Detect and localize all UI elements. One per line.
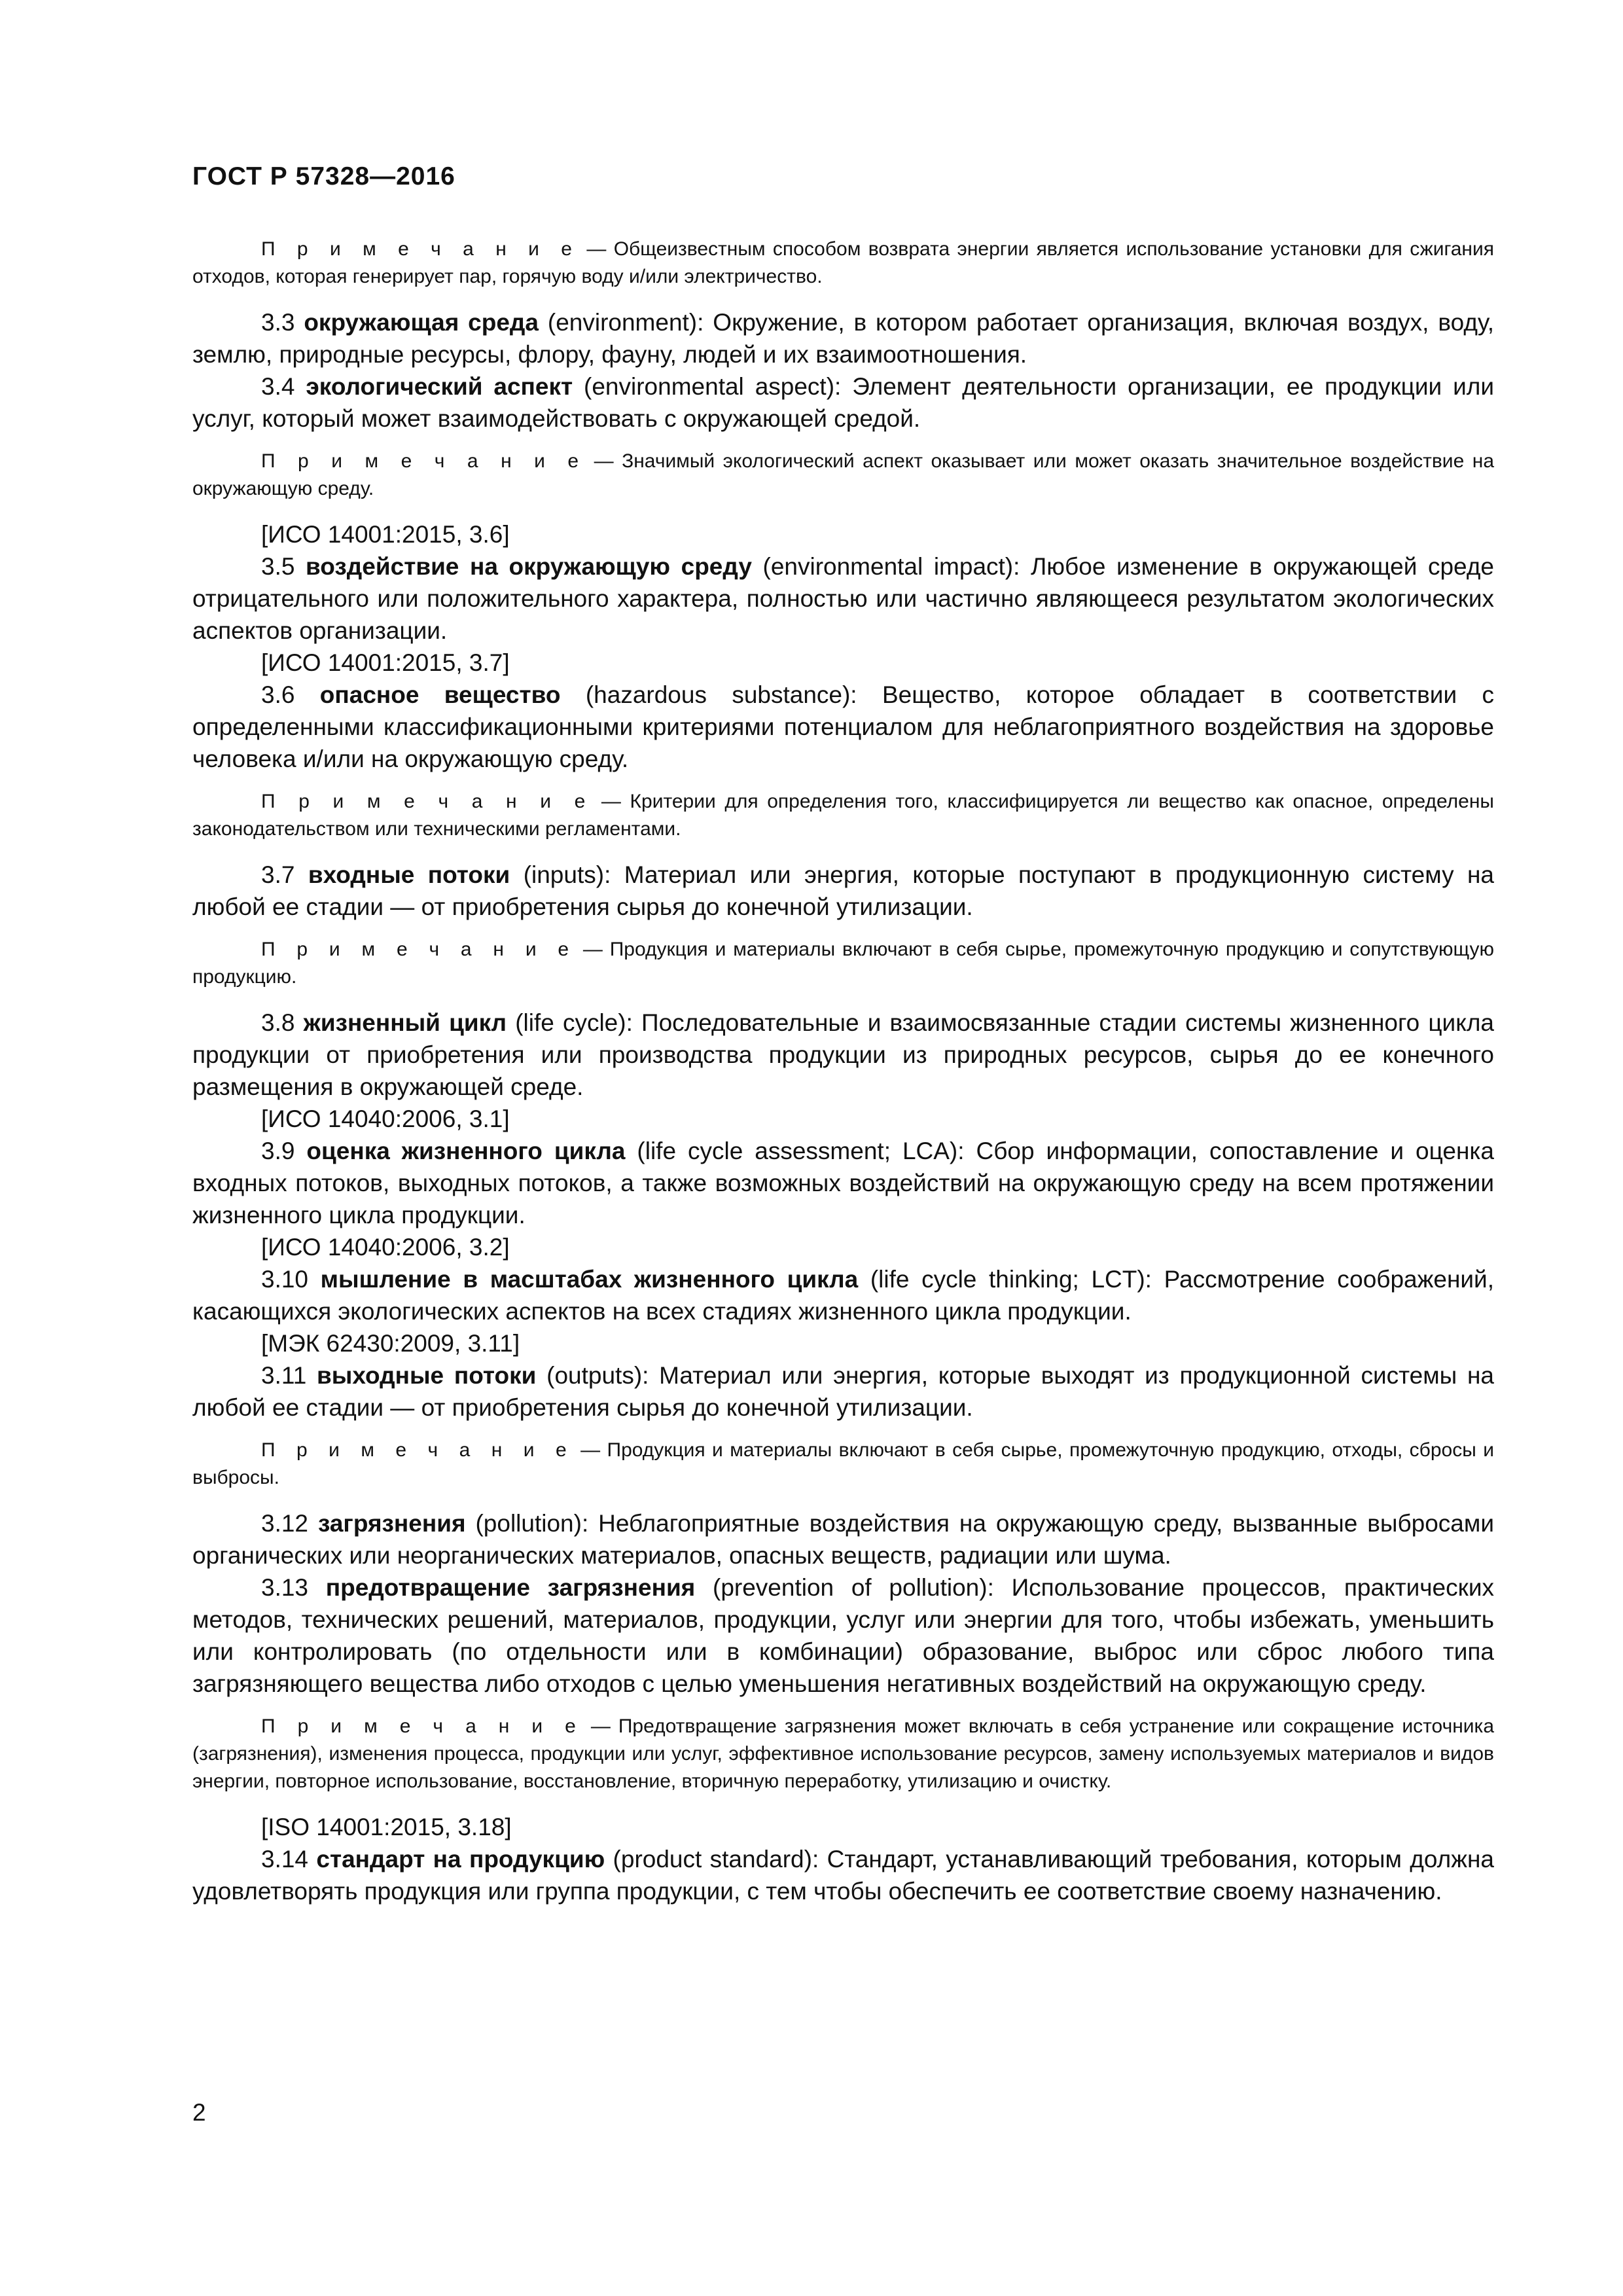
term-definition: (life cycle): Последовательные и взаимосвязанные стадии системы жизненного цикла продукции от приобретения или производства продукции из природных ресурсов, сырья до ее конечного размещения в окружающей среде. [192,1009,1494,1100]
note-label: П р и м е ч а н и е [261,1715,583,1737]
note-text: — Значимый экологический аспект оказывает или может оказать значительное воздействие на окружающую среду. [192,450,1495,499]
term-number: 3.4 [261,373,306,400]
term-paragraph-3-10 [192,1263,1494,1327]
term-definition: (hazardous substance): Вещество, которое обладает в соответствии с определенными классификационными критериями потенциалом для неблагоприятного воздействия на здоровье человека и/или на окружающую среду. [192,681,1494,772]
term-paragraph-3-8 [192,1007,1494,1103]
term-number: 3.10 [261,1266,321,1293]
term-paragraph-3-9 [192,1135,1494,1231]
note-label: П р и м е ч а н и е [261,791,593,812]
source-reference: [МЭК 62430:2009, 3.11] [261,1330,520,1357]
term-paragraph-3-6 [192,679,1494,775]
term-number: 3.7 [261,861,308,888]
term-name: оценка жизненного цикла [306,1138,626,1164]
term-name: окружающая среда [304,309,539,336]
term-paragraph-3-4 [192,370,1494,435]
note-paragraph [192,936,1494,991]
term-number: 3.9 [261,1138,307,1164]
page-number: 2 [192,2099,206,2126]
note-text: — Критерии для определения того, классифицируется ли вещество как опасное, определены законодательством или техническими регламентами. [192,791,1494,840]
term-number: 3.3 [261,309,304,336]
term-definition: (inputs): Материал или энергия, которые поступают в продукционную систему на любой ее стадии — от приобретения сырья до конечной утилизации. [192,861,1494,920]
note-text: — Продукция и материалы включают в себя сырье, промежуточную продукцию и сопутствующую продукцию. [192,939,1495,988]
note-paragraph [192,1713,1494,1795]
term-number: 3.5 [261,553,306,580]
note-label: П р и м е ч а н и е [261,238,579,260]
note-label: П р и м е ч а н и е [261,1439,574,1461]
term-number: 3.8 [261,1009,304,1036]
note-label: П р и м е ч а н и е [261,450,586,472]
page-content [192,223,1494,1907]
term-number: 3.13 [261,1574,326,1601]
term-number: 3.12 [261,1510,318,1537]
source-reference: [ИСО 14001:2015, 3.6] [261,521,510,548]
term-definition: (environment): Окружение, в котором работает организация, включая воздух, воду, землю, природные ресурсы, флору, фауну, людей и их взаимоотношения. [192,309,1495,368]
term-number: 3.6 [261,681,320,708]
term-name: жизненный цикл [303,1009,507,1036]
term-definition: (environmental aspect): Элемент деятельности организации, ее продукции или услуг, который может взаимодействовать с окружающей средой. [192,373,1495,432]
term-definition: (product standard): Стандарт, устанавливающий требования, которым должна удовлетворять продукция или группа продукции, с тем чтобы обеспечить ее соответствие своему назначению. [192,1846,1495,1905]
term-definition: (outputs): Материал или энергия, которые выходят из продукционной системы на любой ее стадии — от приобретения сырья до конечной утилизации. [192,1362,1494,1421]
term-name: опасное вещество [319,681,561,708]
term-definition: (prevention of pollution): Использование процессов, практических методов, технических решений, материалов, продукции, услуг или энергии для того, чтобы избежать, уменьшить или контролировать (по отдельности или в комбинации) образование, выброс или сброс любого типа загрязняющего вещества либо отходов с целью уменьшения негативных воздействий на окружающую среду. [192,1574,1494,1697]
term-number: 3.11 [261,1362,317,1389]
term-paragraph-3-5 [192,550,1494,647]
note-paragraph [192,788,1494,843]
note-paragraph [192,1437,1494,1492]
term-paragraph-3-7 [192,859,1494,923]
term-name: воздействие на окружающую среду [306,553,752,580]
note-text: — Общеизвестным способом возврата энергии является использование установки для сжигания отходов, которая генерирует пар, горячую воду и/или электричество. [192,238,1495,287]
note-paragraph [192,448,1494,503]
term-definition: (pollution): Неблагоприятные воздействия на окружающую среду, вызванные выбросами органических или неорганических материалов, опасных веществ, радиации или шума. [192,1510,1494,1569]
term-name: стандарт на продукцию [316,1846,605,1873]
term-number: 3.14 [261,1846,317,1873]
note-paragraph [192,236,1494,291]
note-text: — Предотвращение загрязнения может включать в себя устранение или сокращение источника (загрязнения), изменения процесса, продукции или услуг, эффективное использование ресурсов, замену используемых материалов и видов энергии, повторное использование, восстановление, вторичную переработку, утилизацию и очистку. [192,1715,1495,1792]
term-name: загрязнения [317,1510,466,1537]
term-name: выходные потоки [317,1362,537,1389]
term-paragraph-3-3 [192,306,1494,370]
term-name: мышление в масштабах жизненного цикла [320,1266,859,1293]
source-reference: [ISO 14001:2015, 3.18] [261,1814,512,1840]
source-reference: [ИСО 14001:2015, 3.7] [261,649,510,676]
term-definition: (environmental impact): Любое изменение в окружающей среде отрицательного или положительного характера, полностью или частично являющееся результатом экологических аспектов организации. [192,553,1494,644]
term-paragraph-3-11 [192,1359,1494,1424]
note-label: П р и м е ч а н и е [261,939,577,960]
term-name: экологический аспект [306,373,573,400]
term-definition: (life cycle thinking; LCT): Рассмотрение соображений, касающихся экологических аспектов на всех стадиях жизненного цикла продукции. [192,1266,1495,1325]
term-definition: (life cycle assessment; LCA): Сбор информации, сопоставление и оценка входных потоков, выходных потоков, а также возможных воздействий на окружающую среду на всем протяжении жизненного цикла продукции. [192,1138,1494,1229]
source-reference: [ИСО 14040:2006, 3.1] [261,1105,510,1132]
term-name: предотвращение загрязнения [325,1574,696,1601]
term-name: входные потоки [308,861,510,888]
standard-code-header: ГОСТ Р 57328—2016 [192,162,455,190]
note-text: — Продукция и материалы включают в себя сырье, промежуточную продукцию, отходы, сбросы и выбросы. [192,1439,1494,1488]
term-paragraph-3-13 [192,1571,1494,1700]
source-reference: [ИСО 14040:2006, 3.2] [261,1234,510,1261]
term-paragraph-3-14 [192,1843,1494,1907]
term-paragraph-3-12 [192,1507,1494,1571]
